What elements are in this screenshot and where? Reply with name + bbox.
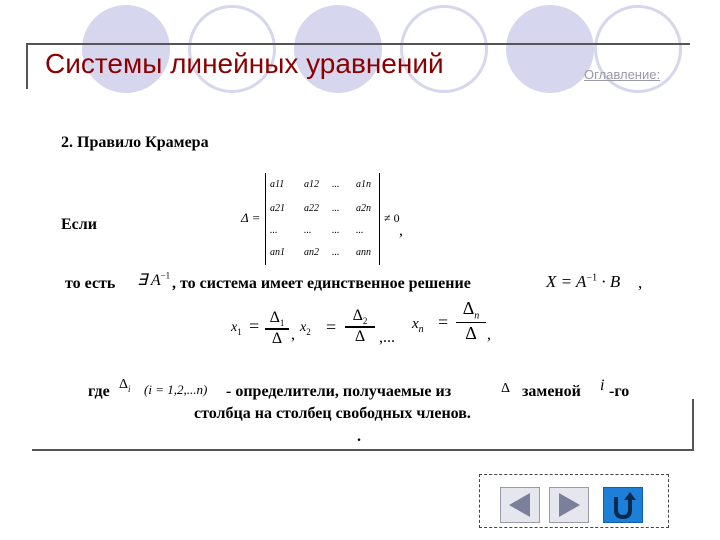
matrix-cell: ... — [332, 179, 340, 190]
unique-solution-text: , то система имеет единственное решение — [172, 275, 471, 292]
equals-sign: = — [249, 316, 260, 336]
matrix-cell: ... — [332, 203, 340, 214]
return-button[interactable] — [603, 487, 643, 523]
equals-sign: = — [438, 312, 449, 332]
description-line2: столбца на столбец свободных членов. — [194, 405, 471, 422]
not-equal-zero: ≠ 0 — [384, 211, 400, 225]
x2-label: $x_2$ — [300, 320, 311, 337]
equals-sign: = — [326, 317, 337, 337]
index-range: (i = 1,2,...n) — [144, 382, 208, 397]
x1-label: $x_1$ — [231, 320, 242, 337]
left-border-tick — [26, 43, 28, 89]
determinant-matrix — [265, 173, 380, 265]
right-border-tick — [692, 399, 694, 451]
left-triangle-icon — [501, 488, 539, 522]
page-title: Системы линейных уравнений — [45, 48, 444, 79]
forward-button[interactable] — [549, 487, 589, 523]
ellipsis: ,... — [379, 329, 395, 346]
matrix-cell: an2 — [304, 247, 319, 258]
decor-circle — [506, 5, 594, 93]
matrix-cell: a21 — [270, 203, 285, 214]
section-heading: 2. Правило Крамера — [61, 134, 209, 151]
index-i: i — [600, 377, 605, 394]
description-part2: заменой — [522, 383, 581, 400]
matrix-cell: a2n — [356, 203, 371, 214]
description-part1: - определители, получаемые из — [226, 383, 452, 400]
right-triangle-icon — [550, 488, 588, 522]
matrix-cell: an1 — [270, 247, 285, 258]
matrix-cell: ... — [304, 225, 312, 236]
comma: , — [638, 273, 643, 292]
xn-label: $x_n$ — [412, 316, 424, 335]
back-button[interactable] — [500, 487, 540, 523]
delta-symbol: Δ — [501, 381, 511, 396]
fraction-x1: $\Delta_1$ Δ — [265, 309, 289, 348]
matrix-cell: a11 — [270, 179, 285, 190]
trailing-dot: . — [357, 428, 361, 445]
solution-formula: $X = A^{-1} \cdot B$ — [546, 272, 621, 291]
matrix-cell: ... — [356, 225, 364, 236]
top-border-line — [26, 43, 690, 45]
matrix-cell: ... — [270, 225, 278, 236]
that-is-text: то есть — [65, 275, 116, 292]
delta-equals: Δ = — [241, 210, 261, 225]
description-part3: -го — [609, 383, 630, 400]
bottom-border-line — [32, 449, 694, 451]
u-turn-icon — [604, 488, 642, 522]
delta-i: $\Delta_i$ — [119, 377, 131, 394]
matrix-cell: a22 — [304, 203, 319, 214]
fraction-xn: $\Delta_n$ Δ — [456, 298, 486, 344]
matrix-cell: ann — [356, 247, 371, 258]
exists-inverse: ∃ $A^{-1}$ — [137, 270, 171, 289]
matrix-cell: a12 — [304, 179, 319, 190]
where-text: где — [88, 383, 110, 400]
comma: , — [291, 326, 295, 343]
matrix-cell: ... — [332, 247, 340, 258]
comma: , — [399, 222, 403, 239]
matrix-cell: ... — [332, 225, 340, 236]
if-word: Если — [61, 216, 97, 233]
toc-link[interactable]: Оглавление: — [584, 67, 661, 82]
matrix-cell: a1n — [356, 179, 371, 190]
fraction-x2: $\Delta_2$ Δ — [345, 307, 375, 346]
comma: , — [487, 326, 491, 343]
